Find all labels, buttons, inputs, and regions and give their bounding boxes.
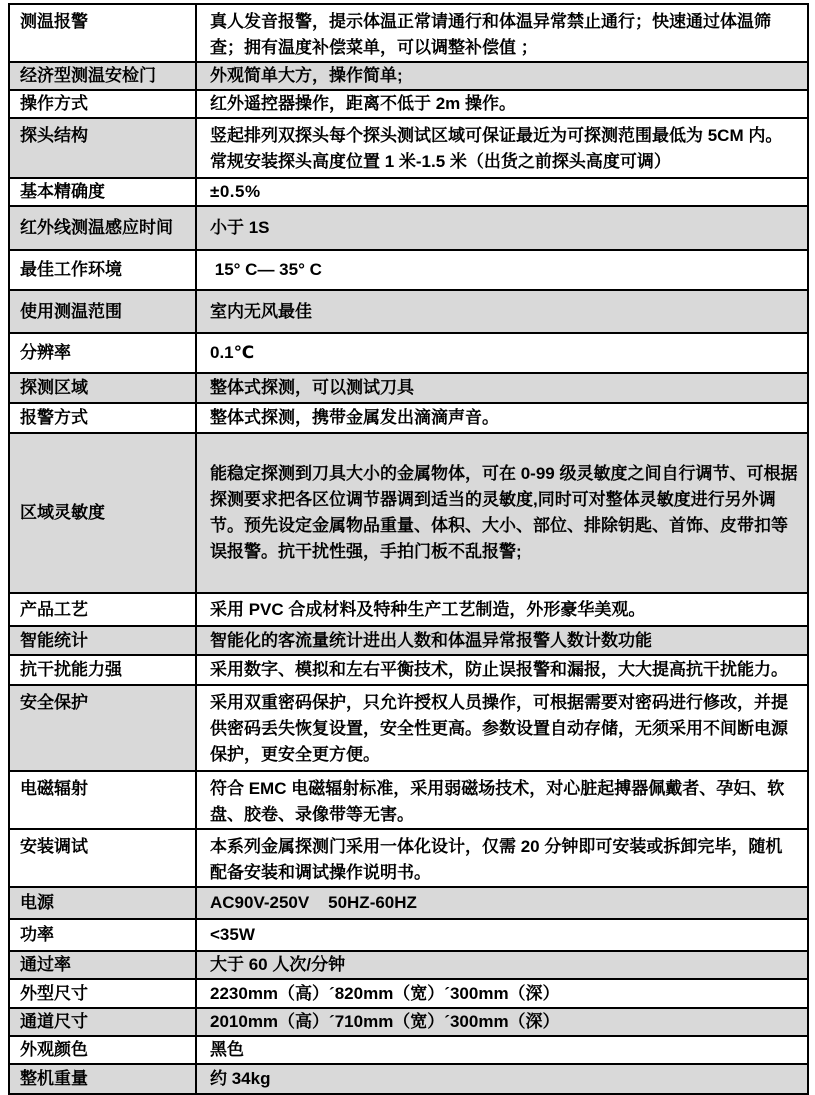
spec-label-cell: 区域灵敏度 (9, 433, 196, 593)
table-row (9, 333, 808, 373)
table-row (9, 206, 808, 250)
table-row (9, 1036, 808, 1064)
spec-value-cell: 红外遥控器操作，距离不低于 2m 操作。 (196, 90, 808, 118)
spec-label-cell: 通道尺寸 (9, 1008, 196, 1036)
table-row (9, 1064, 808, 1094)
spec-label-cell: 安装调试 (9, 829, 196, 887)
spec-label-cell: 经济型测温安检门 (9, 62, 196, 90)
spec-label-cell: 最佳工作环境 (9, 250, 196, 290)
spec-value-cell: 采用 PVC 合成材料及特种生产工艺制造，外形豪华美观。 (196, 593, 808, 626)
spec-label-cell: 使用测温范围 (9, 290, 196, 333)
spec-label-cell: 通过率 (9, 951, 196, 979)
spec-value-cell: 2010mm（高）´710mm（宽）´300mm（深） (196, 1008, 808, 1036)
spec-value-cell: 本系列金属探测门采用一体化设计，仅需 20 分钟即可安装或拆卸完毕，随机配备安装和调试操作说明书。 (196, 829, 808, 887)
spec-label-cell: 操作方式 (9, 90, 196, 118)
spec-label-cell: 电源 (9, 887, 196, 919)
table-row (9, 951, 808, 979)
table-row (9, 979, 808, 1008)
spec-value-cell: AC90V-250V 50HZ-60HZ (196, 887, 808, 919)
spec-label-cell: 基本精确度 (9, 178, 196, 206)
spec-label-cell: 智能统计 (9, 626, 196, 655)
table-row (9, 1008, 808, 1036)
table-row (9, 771, 808, 829)
spec-label-cell: 红外线测温感应时间 (9, 206, 196, 250)
spec-value-cell: 整体式探测，可以测试刀具 (196, 373, 808, 403)
spec-label-cell: 外型尺寸 (9, 979, 196, 1008)
spec-value-cell: 黑色 (196, 1036, 808, 1064)
table-row (9, 118, 808, 178)
spec-value-cell: 15° C— 35° C (196, 250, 808, 290)
spec-label-cell: 产品工艺 (9, 593, 196, 626)
spec-label-cell: 整机重量 (9, 1064, 196, 1094)
table-row (9, 887, 808, 919)
spec-value-cell: ±0.5% (196, 178, 808, 206)
spec-value-cell: 2230mm（高）´820mm（宽）´300mm（深） (196, 979, 808, 1008)
spec-value-cell: 外观简单大方，操作简单; (196, 62, 808, 90)
table-row (9, 626, 808, 655)
table-row (9, 90, 808, 118)
table-row (9, 593, 808, 626)
spec-value-cell: <35W (196, 919, 808, 951)
table-row (9, 829, 808, 887)
table-row (9, 433, 808, 593)
spec-label-cell: 报警方式 (9, 403, 196, 433)
spec-value-cell: 能稳定探测到刀具大小的金属物体，可在 0-99 级灵敏度之间自行调节、可根据探测要求把各区位调节器调到适当的灵敏度,同时可对整体灵敏度进行另外调节。预先设定金属物品重量、体积、大小、部位、排除钥匙、首饰、皮带扣等误报警。抗干扰性强，手拍门板不乱报警; (196, 433, 808, 593)
table-row (9, 290, 808, 333)
spec-label-cell: 安全保护 (9, 685, 196, 771)
spec-label-cell: 探测区域 (9, 373, 196, 403)
spec-value-cell: 0.1℃ (196, 333, 808, 373)
spec-value-cell: 符合 EMC 电磁辐射标准，采用弱磁场技术，对心脏起搏器佩戴者、孕妇、软盘、胶卷、录像带等无害。 (196, 771, 808, 829)
spec-label-cell: 功率 (9, 919, 196, 951)
spec-value-cell: 约 34kg (196, 1064, 808, 1094)
spec-value-cell: 竖起排列双探头每个探头测试区域可保证最近为可探测范围最低为 5CM 内。常规安装探头高度位置 1 米-1.5 米（出货之前探头高度可调） (196, 118, 808, 178)
spec-value-cell: 整体式探测，携带金属发出滴滴声音。 (196, 403, 808, 433)
table-row (9, 4, 808, 62)
spec-value-cell: 采用数字、模拟和左右平衡技术，防止误报警和漏报，大大提高抗干扰能力。 (196, 655, 808, 685)
table-row (9, 403, 808, 433)
table-row (9, 655, 808, 685)
table-row (9, 373, 808, 403)
spec-label-cell: 探头结构 (9, 118, 196, 178)
spec-value-cell: 智能化的客流量统计进出人数和体温异常报警人数计数功能 (196, 626, 808, 655)
spec-value-cell: 真人发音报警，提示体温正常请通行和体温异常禁止通行；快速通过体温筛查；拥有温度补偿菜单，可以调整补偿值 ； (196, 4, 808, 62)
spec-label-cell: 分辨率 (9, 333, 196, 373)
spec-table (8, 3, 809, 1095)
spec-value-cell: 小于 1S (196, 206, 808, 250)
spec-value-cell: 大于 60 人次/分钟 (196, 951, 808, 979)
table-row (9, 919, 808, 951)
table-row (9, 250, 808, 290)
table-row (9, 62, 808, 90)
spec-label-cell: 电磁辐射 (9, 771, 196, 829)
spec-value-cell: 采用双重密码保护，只允许授权人员操作，可根据需要对密码进行修改，并提供密码丢失恢复设置，安全性更高。参数设置自动存储，无须采用不间断电源保护，更安全更方便。 (196, 685, 808, 771)
spec-label-cell: 测温报警 (9, 4, 196, 62)
table-row (9, 685, 808, 771)
spec-label-cell: 抗干扰能力强 (9, 655, 196, 685)
spec-label-cell: 外观颜色 (9, 1036, 196, 1064)
table-row (9, 178, 808, 206)
spec-value-cell: 室内无风最佳 (196, 290, 808, 333)
